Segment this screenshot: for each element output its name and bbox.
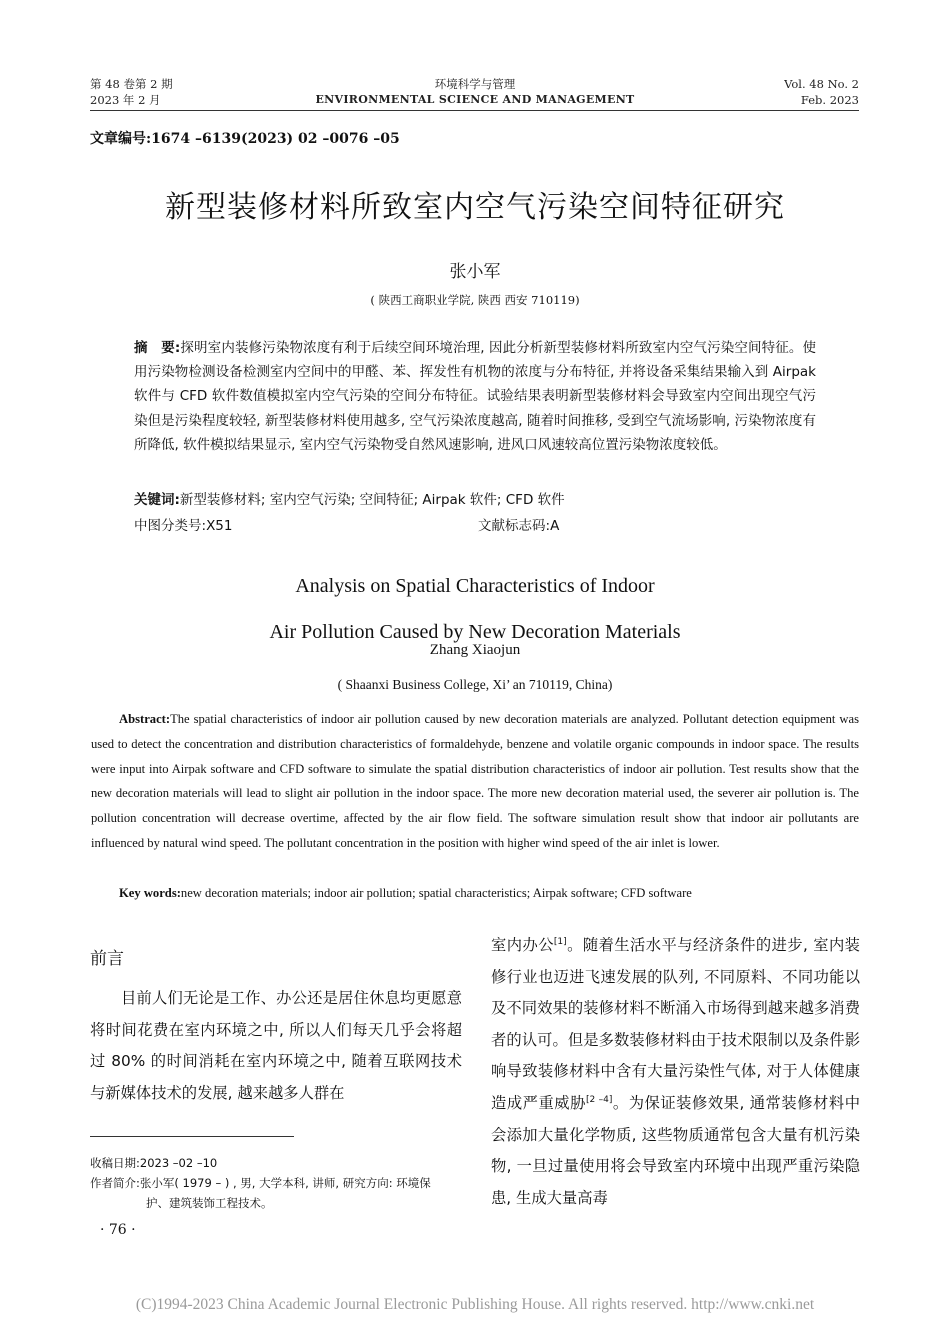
issue-date-en: Feb. 2023 [800,93,859,107]
keywords-cn-label: 关键词: [134,492,180,508]
keywords-en-label: Key words: [119,886,181,900]
right-text-part2: 。随着生活水平与经济条件的进步, 室内装修行业也迈进飞速发展的队列, 不同原料、不同功能以及不同效果的装修材料不断涌入市场得到越来越多消费者的认可。但是多数装修材料由于技术限制以及条件影响导致装修材料中含有大量污染性气体, 对于人体健康造成严重威胁 [491,936,860,1112]
affiliation-en: ( Shaanxi Business College, Xi’ an 710119, China) [337,677,613,692]
footnote-received [90,1153,464,1173]
journal-name-cn: 环境科学与管理 [434,77,516,91]
volume-issue: 第 48 卷第 2 期 [90,77,173,91]
keywords-cn [134,490,816,510]
received-label: 收稿日期: [90,1156,140,1170]
classification-line [134,516,816,536]
body-paragraph-left: 目前人们无论是工作、办公还是居住休息均更愿意将时间花费在室内环境之中, 所以人们每天几乎会将超过 80% 的时间消耗在室内环境之中, 随着互联网技术与新媒体技术的发展, 越来越多人群在 [90,989,462,1102]
doc-code [478,516,559,536]
right-text-part3: 。为保证装修效果, 通常装修材料中会添加大量化学物质, 这些物质通常包含大量有机污染物, 一旦过量使用将会导致室内环境中出现严重污染隐患, 生成大量高毒 [491,1093,860,1207]
author-bio-label: 作者简介: [90,1176,140,1190]
copyright-footer: (C)1994-2023 China Academic Journal Electronic Publishing House. All rights reserved. http://www.cnki.net [135,1296,815,1313]
clc-label: 中图分类号: [134,518,207,534]
author-en: Zhang Xiaojun [429,642,521,658]
doc-code-label: 文献标志码: [478,518,551,534]
running-header-journal [300,76,650,108]
running-header-left [90,76,173,108]
abstract-en [91,707,859,856]
abstract-en-text: The spatial characteristics of indoor air pollution caused by new decoration materials are analyzed. Pollutant detection equipment was used to detect the concentration and distribution characteristics of formaldehyde, benzene and volatile organic compounds in indoor space. The results were input into Airpak software and CFD software to simulate the spatial distribution characteristics of indoor air pollution. Test results show that the new decoration materials will lead to slight air pollution in the indoor space. The more new decoration material used, the severer air pollution is. The pollution concentration will decrease overtime, affected by the air flow field. The software simulation result show that indoor air pollutants are influenced by natural wind speed. The pollutant concentration in the position with higher wind speed of the air inlet is lower. [91,712,859,850]
clc-value: X51 [206,518,233,534]
article-number: 文章编号:1674 –6139(2023) 02 –0076 –05 [90,131,400,147]
author-cn: 张小军 [449,262,501,282]
keywords-en-text: new decoration materials; indoor air pollution; spatial characteristics; Airpak software; CFD software [180,886,692,900]
journal-name-en: ENVIRONMENTAL SCIENCE AND MANAGEMENT [315,93,635,106]
citation-2-4[interactable]: [2 –4] [585,1094,613,1105]
header-divider [90,110,859,111]
footnote-author [90,1173,464,1213]
abstract-cn-label: 摘 要: [134,340,181,356]
doc-code-value: A [550,518,560,534]
section-heading-intro: 前言 [90,949,124,969]
title-en-line2: Air Pollution Caused by New Decoration Materials [269,621,681,643]
abstract-cn [134,336,816,457]
author-bio-line2: 护、建筑装饰工程技术。 [146,1196,273,1210]
running-header-right [784,76,859,108]
page-number: · 76 · [100,1222,136,1238]
right-text-part1: 室内办公 [491,936,554,954]
title-cn: 新型装修材料所致室内空气污染空间特征研究 [165,190,785,225]
affiliation-cn: ( 陕西工商职业学院, 陕西 西安 710119) [370,293,580,307]
keywords-en [119,882,859,904]
keywords-cn-text: 新型装修材料; 室内空气污染; 空间特征; Airpak 软件; CFD 软件 [179,492,565,508]
received-date: 2023 –02 –10 [139,1156,218,1170]
abstract-cn-text: 探明室内装修污染物浓度有利于后续空间环境治理, 因此分析新型装修材料所致室内空气污染空间特征。使用污染物检测设备检测室内空间中的甲醛、苯、挥发性有机物的浓度与分布特征, 并将设备采集结果输入到 Airpak 软件与 CFD 软件数值模拟室内空气污染的空间分布特征。试验结果表明新型装修材料会导致室内空间出现空气污染但是污染程度较轻, 新型装修材料使用越多, 空气污染浓度越高, 随着时间推移, 受到空气流场影响, 污染物浓度有所降低, 软件模拟结果显示, 室内空气污染物受自然风速影响, 进风口风速较高位置污染物浓度较低。 [134,340,816,453]
footnote-divider [90,1136,294,1137]
volume-issue-en: Vol. 48 No. 2 [784,77,859,91]
body-right-column [491,930,860,1214]
abstract-en-label: Abstract: [119,712,171,726]
citation-1[interactable]: [1] [553,936,567,947]
issue-date: 2023 年 2 月 [90,93,161,107]
title-en-line1: Analysis on Spatial Characteristics of Indoor [295,575,655,597]
author-bio-line1: 张小军( 1979 – ) , 男, 大学本科, 讲师, 研究方向: 环境保 [139,1176,431,1190]
